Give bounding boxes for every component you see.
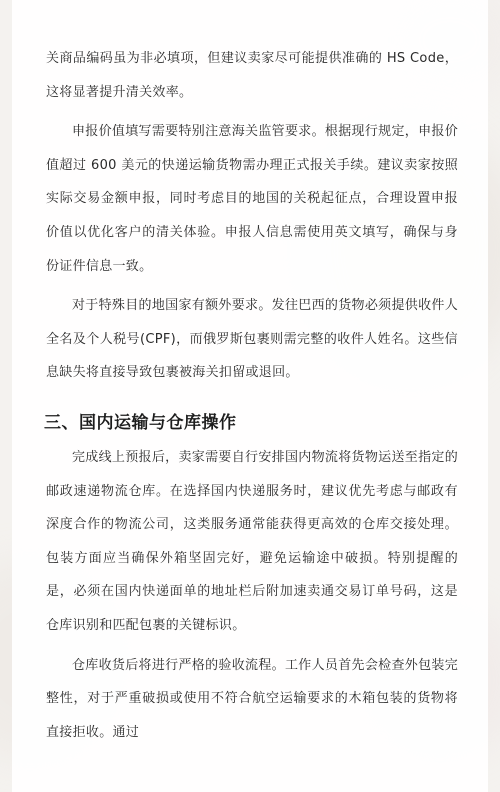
paragraph-special-destinations: 对于特殊目的地国家有额外要求。发往巴西的货物必须提供收件人全名及个人税号(CPF)，而俄罗斯包裹则需完整的收件人姓名。这些信息缺失将直接导致包裹被海关扣留或退回。	[46, 298, 458, 381]
paragraph-warehouse-inspection: 仓库收货后将进行严格的验收流程。工作人员首先会检查外包装完整性，对于严重破损或使用不符合航空运输要求的木箱包装的货物将直接拒收。通过	[46, 657, 458, 740]
paragraph-declared-value: 申报价值填写需要特别注意海关监管要求。根据现行规定，申报价值超过 600 美元的快递运输货物需办理正式报关手续。建议卖家按照实际交易金额申报，同时考虑目的地国的关税起征点，合理设置申报价值以优化客户的清关体验。申报人信息需使用英文填写，确保与身份证件信息一致。	[46, 124, 458, 274]
document-page	[12, 0, 488, 792]
section-heading: 三、国内运输与仓库操作	[44, 412, 237, 433]
paragraph-domestic-shipping: 完成线上预报后，卖家需要自行安排国内物流将货物运送至指定的邮政速递物流仓库。在选择国内快递服务时，建议优先考虑与邮政有深度合作的物流公司，这类服务通常能获得更高效的仓库交接处理。包装方面应当确保外箱坚固完好，避免运输途中破损。特别提醒的是，必须在国内快递面单的地址栏后附加速卖通交易订单号码，这是仓库识别和匹配包裹的关键标识。	[46, 449, 458, 633]
paragraph-hs-code: 关商品编码虽为非必填项，但建议卖家尽可能提供准确的 HS Code，这将显著提升清关效率。	[46, 51, 458, 100]
